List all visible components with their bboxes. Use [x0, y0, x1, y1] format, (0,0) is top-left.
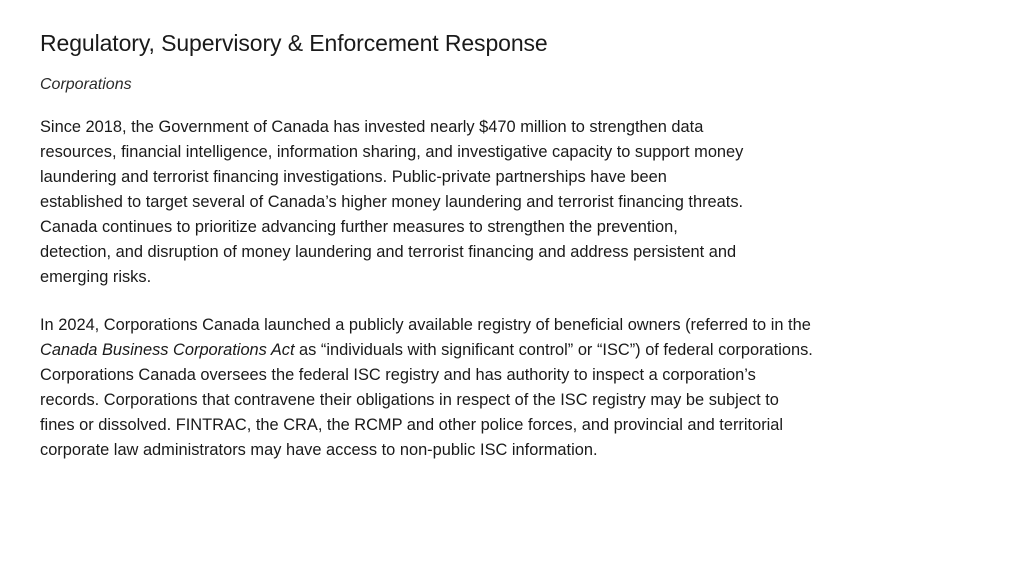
- paragraph-line: In 2024, Corporations Canada launched a publicly available registry of beneficial owners (referred to in the: [40, 316, 811, 334]
- paragraph-isc-registry: [40, 313, 813, 463]
- paragraph-line: laundering and terrorist financing investigations. Public-private partnerships have been: [40, 168, 667, 186]
- page-title: Regulatory, Supervisory & Enforcement Response: [40, 30, 548, 56]
- paragraph-line: Canada continues to prioritize advancing further measures to strengthen the prevention,: [40, 218, 678, 236]
- paragraph-line-rest: as “individuals with significant control” or “ISC”) of federal corporations.: [294, 341, 813, 359]
- paragraph-line: Corporations Canada oversees the federal ISC registry and has authority to inspect a corporation’s: [40, 366, 756, 384]
- paragraph-line: fines or dissolved. FINTRAC, the CRA, the RCMP and other police forces, and provincial and territorial: [40, 416, 784, 434]
- act-title: Canada Business Corporations Act: [40, 341, 295, 359]
- paragraph-line: corporate law administrators may have access to non-public ISC information.: [40, 441, 598, 459]
- paragraph-line: records. Corporations that contravene their obligations in respect of the ISC registry may be subject to: [40, 391, 779, 409]
- paragraph-line: established to target several of Canada’s higher money laundering and terrorist financing threats.: [40, 193, 744, 211]
- section-subtitle: Corporations: [40, 76, 132, 93]
- paragraph-investment: [40, 115, 743, 290]
- paragraph-line: detection, and disruption of money laundering and terrorist financing and address persistent and: [40, 243, 737, 261]
- paragraph-line: Since 2018, the Government of Canada has invested nearly $470 million to strengthen data: [40, 118, 704, 136]
- paragraph-line: [40, 338, 813, 363]
- paragraph-line: emerging risks.: [40, 268, 152, 286]
- paragraph-line: resources, financial intelligence, information sharing, and investigative capacity to support money: [40, 143, 744, 161]
